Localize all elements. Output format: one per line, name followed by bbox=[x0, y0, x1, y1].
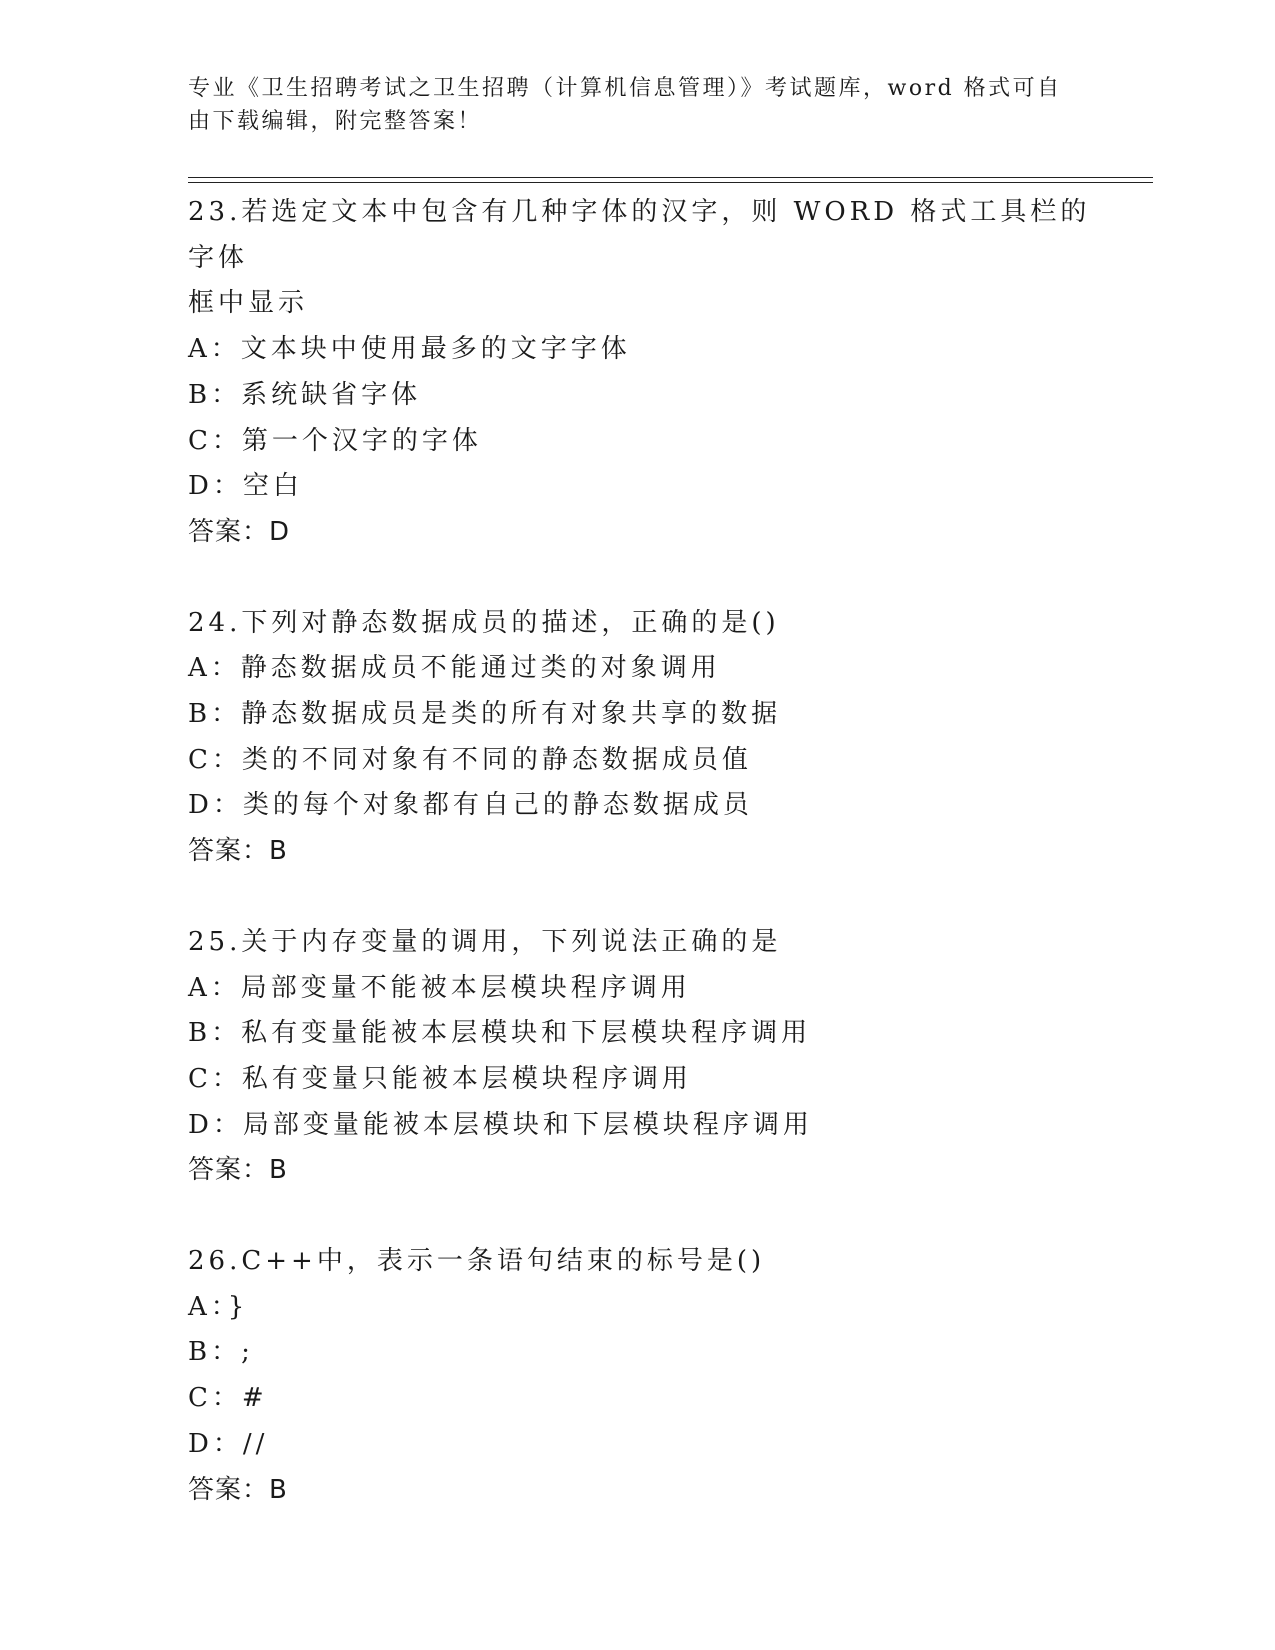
option-d: D：// bbox=[188, 1428, 269, 1459]
option-b: B：私有变量能被本层模块和下层模块程序调用 bbox=[188, 1018, 812, 1049]
question-stem: 26.C++中，表示一条语句结束的标号是() bbox=[188, 1246, 766, 1277]
question-24 bbox=[188, 601, 1118, 875]
question-25 bbox=[188, 920, 1118, 1194]
option-c: C：第一个汉字的字体 bbox=[188, 425, 482, 456]
header-divider-top bbox=[188, 177, 1153, 178]
question-stem: 23.若选定文本中包含有几种字体的汉字，则 WORD 格式工具栏的字体 bbox=[188, 197, 1091, 273]
option-b: B：系统缺省字体 bbox=[188, 379, 422, 410]
option-c: C：类的不同对象有不同的静态数据成员值 bbox=[188, 744, 752, 775]
question-list bbox=[188, 190, 1118, 1558]
option-d: D：局部变量能被本层模块和下层模块程序调用 bbox=[188, 1109, 813, 1140]
question-26 bbox=[188, 1239, 1118, 1513]
option-a: A：} bbox=[188, 1291, 249, 1322]
option-d: D：类的每个对象都有自己的静态数据成员 bbox=[188, 790, 753, 821]
option-a: A：局部变量不能被本层模块程序调用 bbox=[188, 972, 691, 1003]
header-divider-bottom bbox=[188, 182, 1153, 183]
option-a: A：静态数据成员不能通过类的对象调用 bbox=[188, 653, 721, 684]
option-a: A：文本块中使用最多的文字字体 bbox=[188, 334, 631, 365]
answer-line: 答案：B bbox=[188, 836, 288, 867]
header-line-2: 由下载编辑，附完整答案！ bbox=[188, 109, 483, 134]
answer-line: 答案：D bbox=[188, 516, 291, 547]
question-stem: 24.下列对静态数据成员的描述，正确的是() bbox=[188, 607, 780, 638]
option-c: C：# bbox=[188, 1383, 268, 1414]
option-b: B：; bbox=[188, 1337, 254, 1368]
option-b: B：静态数据成员是类的所有对象共享的数据 bbox=[188, 699, 782, 730]
question-stem: 25.关于内存变量的调用，下列说法正确的是 bbox=[188, 926, 782, 957]
answer-line: 答案：B bbox=[188, 1155, 288, 1186]
header-line-1: 专业《卫生招聘考试之卫生招聘（计算机信息管理）》考试题库，word 格式可自 bbox=[188, 76, 1062, 101]
option-d: D：空白 bbox=[188, 471, 303, 502]
question-23 bbox=[188, 190, 1118, 556]
answer-line: 答案：B bbox=[188, 1474, 288, 1505]
question-stem-continued: 框中显示 bbox=[188, 288, 309, 319]
option-c: C：私有变量只能被本层模块程序调用 bbox=[188, 1063, 692, 1094]
document-header bbox=[188, 72, 1068, 138]
